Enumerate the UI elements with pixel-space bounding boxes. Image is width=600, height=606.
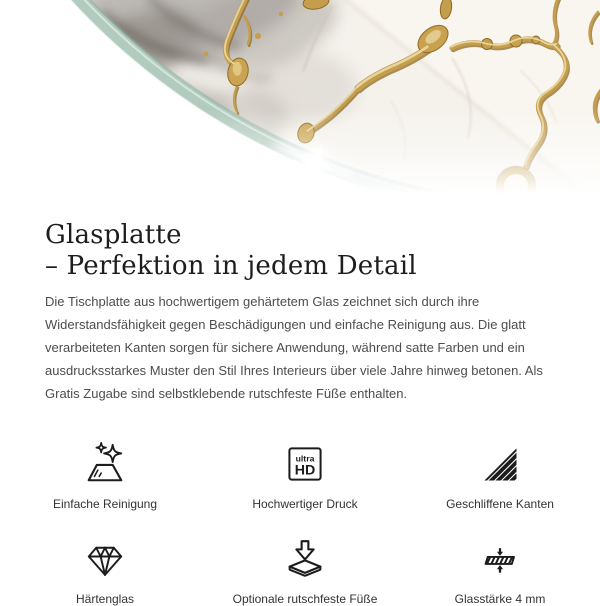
feature-easy-cleaning: [0, 438, 210, 511]
feature-label: Hochwertiger Druck: [252, 497, 358, 511]
page-title-line1: Glasplatte: [45, 220, 182, 250]
feature-label: Härtenglas: [75, 592, 135, 606]
feature-label: Glasstärke 4 mm: [454, 592, 546, 606]
product-text-block: [0, 220, 600, 405]
feature-label: Geschliffene Kanten: [446, 497, 554, 511]
product-description: Die Tischplatte aus hochwertigem gehärtetem Glas zeichnet sich durch ihre Widerstandsfähigkeit gegen Beschädigungen und einfache Reinigung aus. Die glatt verarbeiteten Kanten sorgen für sichere Anwendung, während satte Farben und ein ausdrucksstarkes Muster den Stil Ihres Interieurs über viele Jahre hinweg betonen. Als Gratis Zugabe sind selbstklebende rutschfeste Füße enthalten.: [45, 294, 543, 401]
feature-tempered-glass: [0, 533, 210, 606]
hero-product-image: [0, 0, 600, 212]
svg-text:HD: HD: [294, 462, 316, 479]
features-grid: [0, 438, 600, 606]
glass-thickness-icon: [479, 533, 521, 581]
page-title-line2: – Perfektion in jedem Detail: [45, 251, 417, 281]
feature-anti-slip-feet: [210, 533, 400, 606]
page-title: [45, 220, 555, 282]
svg-text:ultra: ultra: [295, 453, 315, 464]
feature-label: Einfache Reinigung: [52, 497, 158, 511]
feature-label: Optionale rutschfeste Füße: [232, 592, 378, 606]
ultra-hd-icon: [283, 438, 327, 486]
feature-polished-edges: [400, 438, 600, 511]
anti-slip-pad-icon: [282, 533, 328, 581]
sparkle-surface-icon: [82, 438, 128, 486]
diamond-icon: [84, 533, 126, 581]
feature-hd-print: [210, 438, 400, 511]
glass-plate-photo: [0, 0, 600, 212]
beveled-edge-icon: [478, 438, 522, 486]
feature-glass-thickness: [400, 533, 600, 606]
